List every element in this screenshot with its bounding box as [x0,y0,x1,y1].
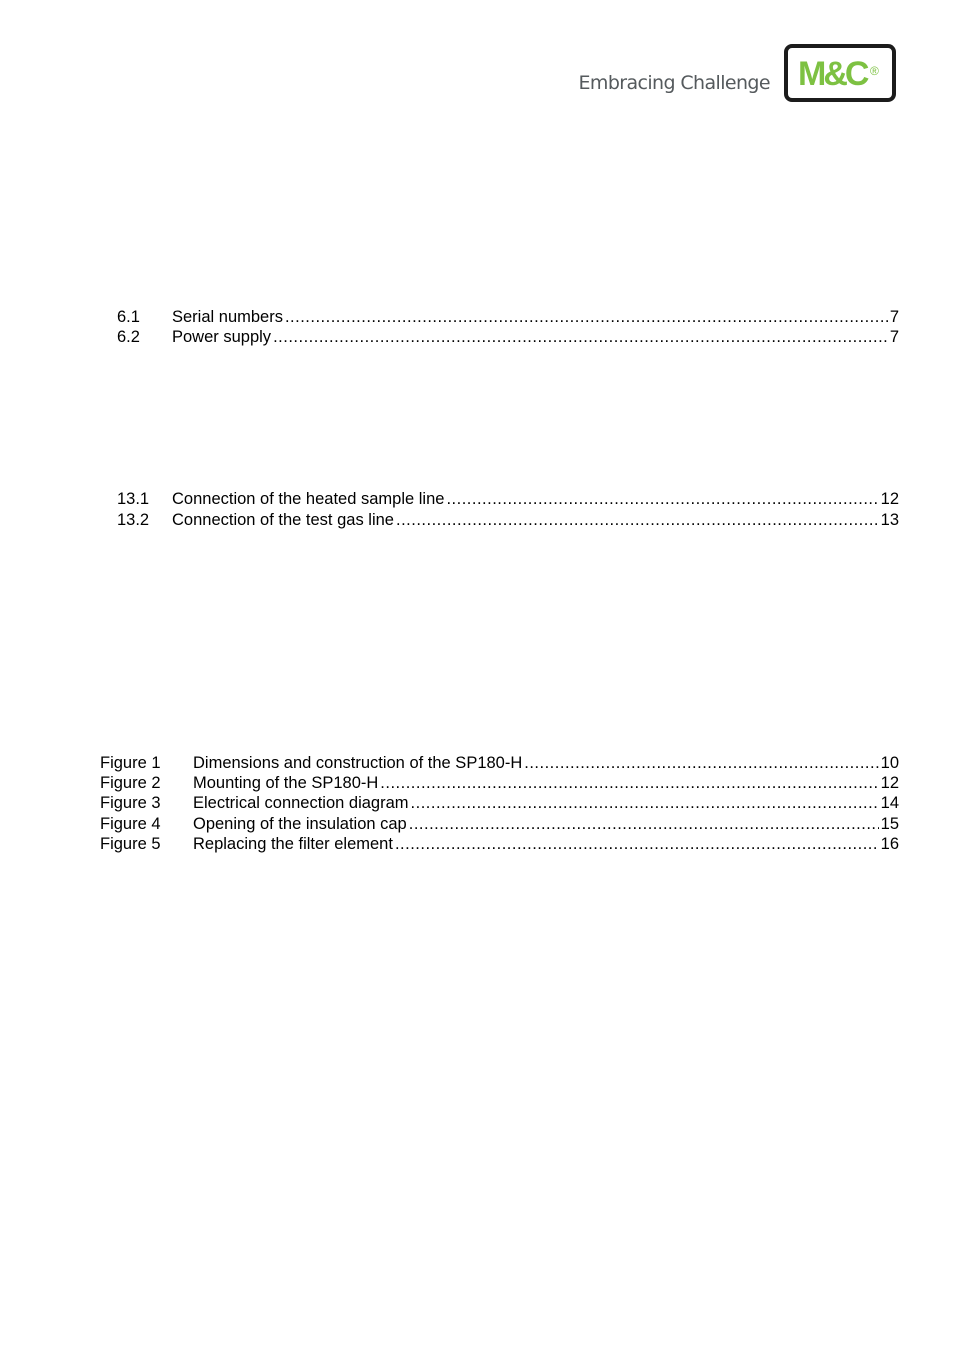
toc-entry-page: 12 [880,490,899,508]
figure-entry-title: Replacing the filter element [193,835,393,853]
figure-entry-page: 16 [880,835,899,853]
dot-leader [380,773,878,793]
figure-entry-title: Mounting of the SP180-H [193,774,379,792]
toc-entry[interactable] [117,307,899,327]
figure-entry-page: 14 [880,794,899,812]
figure-entry-title: Opening of the insulation cap [193,815,407,833]
dot-leader [285,307,888,327]
figure-entry-number: Figure 3 [100,794,161,812]
toc-entry-page: 13 [880,511,899,529]
figure-entry-title: Electrical connection diagram [193,794,409,812]
company-logo [784,44,896,102]
figure-entry-number: Figure 5 [100,835,161,853]
toc-entry-title: Connection of the heated sample line [172,490,445,508]
figure-entry-page: 10 [880,754,899,772]
company-tagline: Embracing Challenge [578,72,770,94]
dot-leader [273,327,888,347]
toc-entry-title: Connection of the test gas line [172,511,394,529]
toc-entry-number: 6.1 [117,308,140,326]
figure-entry-title: Dimensions and construction of the SP180-H [193,754,523,772]
toc-entry-number: 13.1 [117,490,150,508]
toc-entry-number: 6.2 [117,328,140,346]
toc-entry-number: 13.2 [117,511,150,529]
figure-entry[interactable] [100,793,899,813]
dot-leader [524,753,878,773]
toc-entry-title: Power supply [172,328,272,346]
toc-entry-title: Serial numbers [172,308,283,326]
toc-entry-page: 7 [889,328,899,346]
figure-entry[interactable] [100,834,899,854]
figure-entry[interactable] [100,814,899,834]
dot-leader [395,834,879,854]
dot-leader [411,793,879,813]
page-header [579,44,897,102]
figure-entry[interactable] [100,753,899,773]
toc-entry-page: 7 [889,308,899,326]
dot-leader [409,814,879,834]
logo-text: M&C [798,55,867,93]
figure-entry-page: 15 [880,815,899,833]
dot-leader [396,510,879,530]
registered-mark: ® [870,64,879,78]
figure-entry-page: 12 [880,774,899,792]
dot-leader [446,489,878,509]
figure-entry-number: Figure 2 [100,774,161,792]
figure-entry-number: Figure 1 [100,754,161,772]
toc-entry[interactable] [117,327,899,347]
toc-entry[interactable] [117,510,899,530]
figure-entry[interactable] [100,773,899,793]
mc-logo-mark [794,53,886,93]
figure-entry-number: Figure 4 [100,815,161,833]
toc-entry[interactable] [117,489,899,509]
